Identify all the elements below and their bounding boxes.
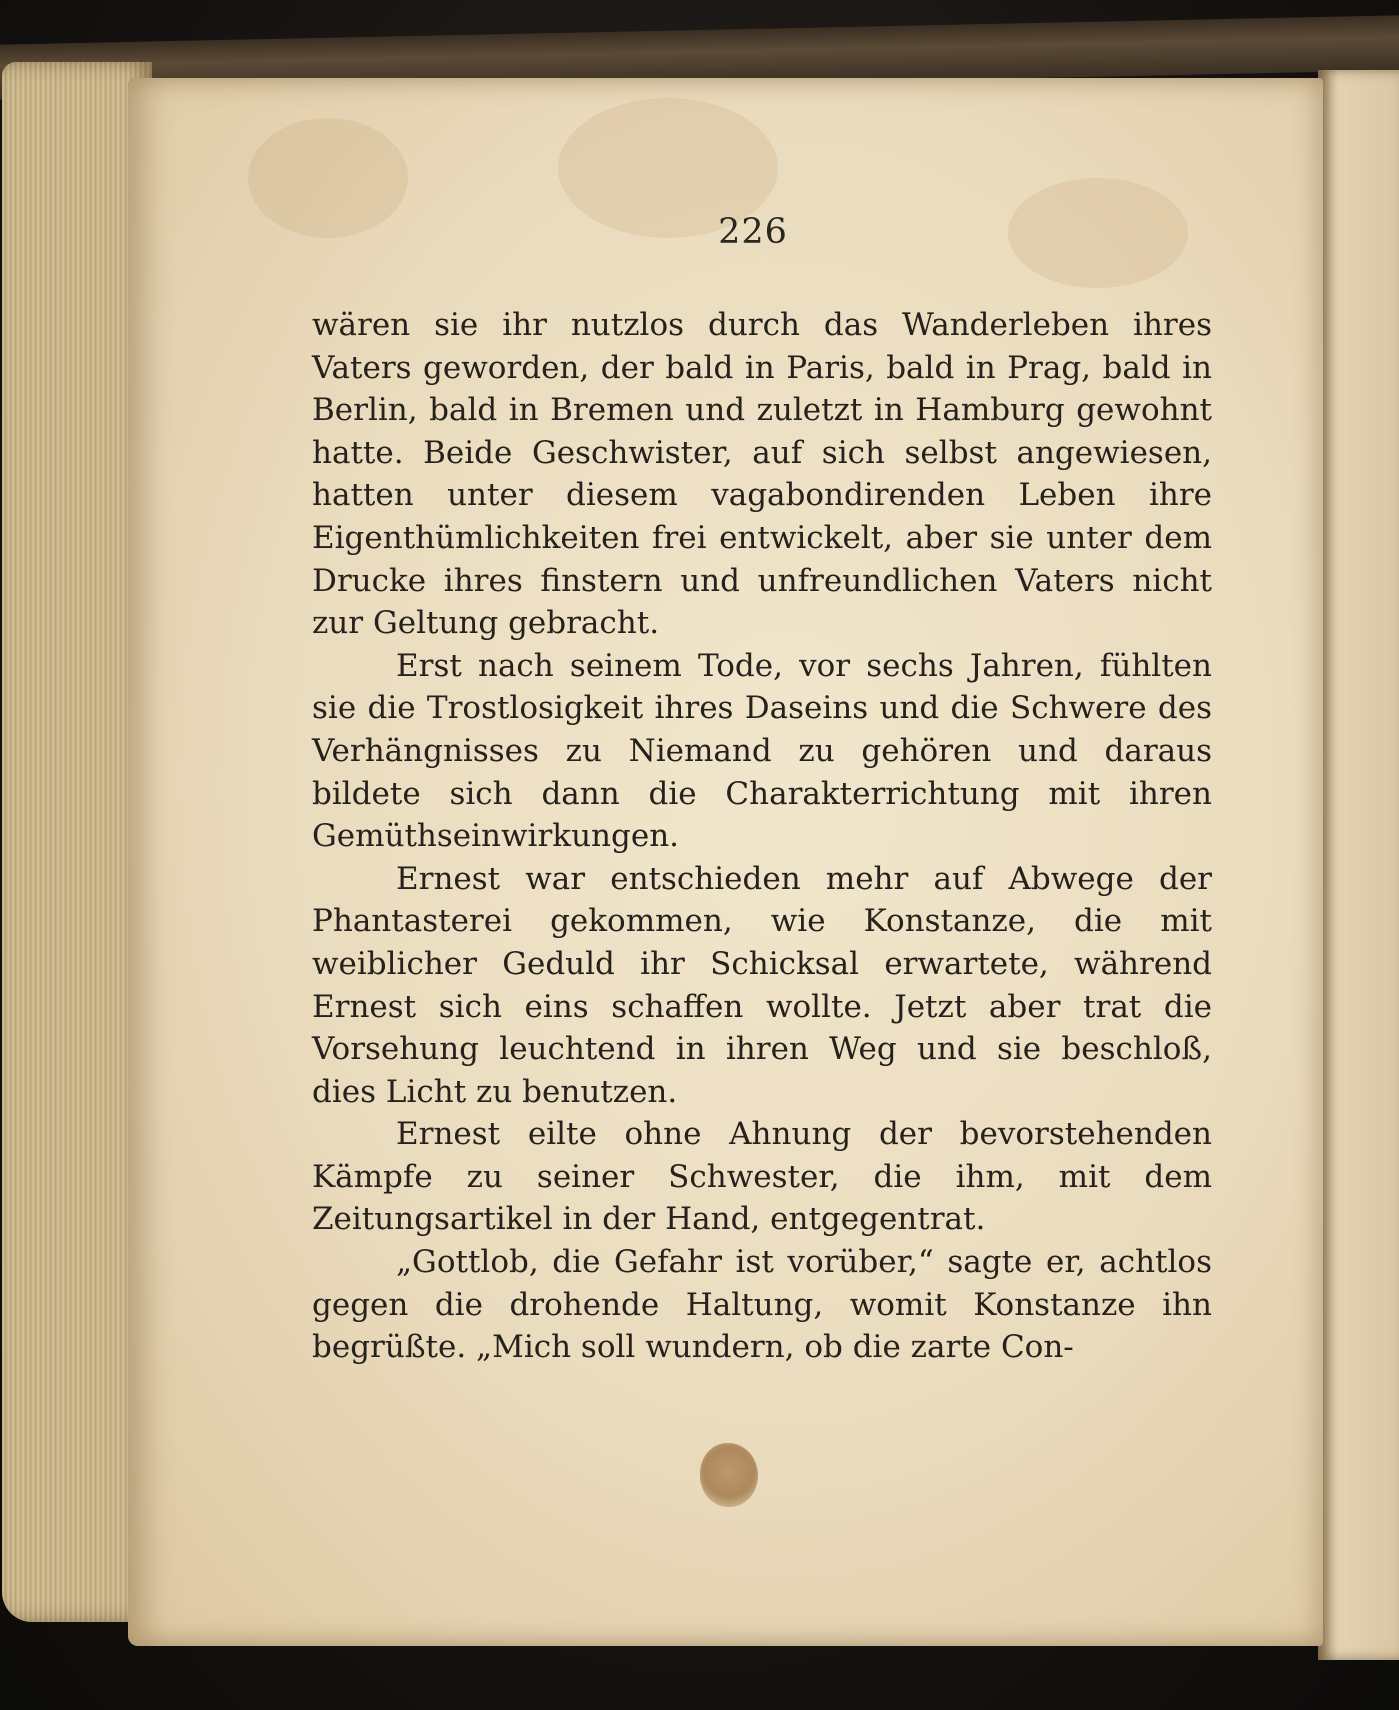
ink-stain xyxy=(700,1443,758,1507)
page-number: 226 xyxy=(718,212,788,252)
facing-page-edge xyxy=(1318,70,1399,1660)
paragraph: Ernest eilte ohne Ahnung der bevorstehenden Kämpfe zu seiner Schwester, die ihm, mit dem Zeitungsartikel in der Hand, entgegentrat. xyxy=(312,1116,1212,1238)
paragraph: Ernest war entschieden mehr auf Abwege der Phantasterei gekommen, wie Konstanze, die mit weiblicher Geduld ihr Schicksal erwartete, während Ernest sich eins schaffen wollte. Jetzt aber trat die Vorsehung leuchtend in ihren Weg und sie beschloß, dies Licht zu benutzen. xyxy=(312,860,1212,1110)
body-text xyxy=(312,304,1212,1369)
paragraph: Erst nach seinem Tode, vor sechs Jahren, fühlten sie die Trostlosigkeit ihres Daseins und die Schwere des Verhängnisses zu Niemand zu gehören und daraus bildete sich dann die Charakterrichtung mit ihren Gemüthseinwirkungen. xyxy=(312,647,1212,855)
paragraph: wären sie ihr nutzlos durch das Wanderleben ihres Vaters geworden, der bald in Paris, bald in Prag, bald in Berlin, bald in Bremen und zuletzt in Hamburg gewohnt hatte. Beide Geschwister, auf sich selbst angewiesen, hatten unter diesem vagabondirenden Leben ihre Eigenthümlichkeiten frei entwickelt, aber sie unter dem Drucke ihres finstern und unfreundlichen Vaters nicht zur Geltung gebracht. xyxy=(312,307,1212,642)
paragraph: „Gottlob, die Gefahr ist vorüber,“ sagte er, achtlos gegen die drohende Haltung, womit Konstanze ihn begrüßte. „Mich soll wundern, ob die zarte Con- xyxy=(312,1244,1212,1366)
